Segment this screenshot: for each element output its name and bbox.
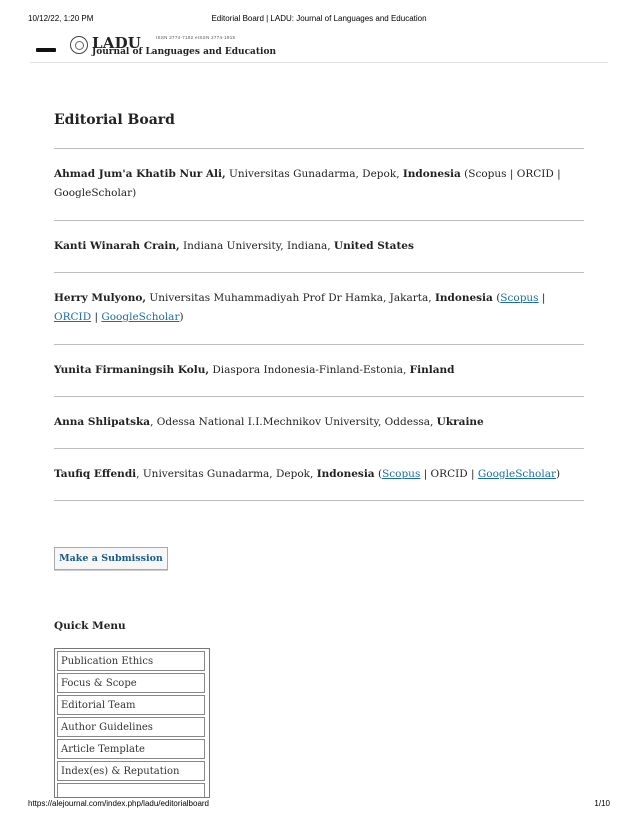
profile-separator: ( xyxy=(492,292,501,304)
print-date: 10/12/22, 1:20 PM xyxy=(28,14,94,23)
member-affiliation: , Universitas Gunadarma, Depok, xyxy=(136,468,317,480)
member-name: Anna Shlipatska xyxy=(54,416,151,428)
print-header xyxy=(28,14,610,26)
member-affiliation: , Odessa National I.I.Mechnikov University, Oddessa, xyxy=(150,416,437,428)
quick-menu-item-publication-ethics[interactable]: Publication Ethics xyxy=(57,651,205,671)
quick-menu-item-author-guidelines[interactable]: Author Guidelines xyxy=(57,717,205,737)
print-page-number: 1/10 xyxy=(594,799,610,808)
profile-separator: | xyxy=(91,311,102,323)
journal-logo[interactable] xyxy=(70,34,280,60)
print-footer xyxy=(28,799,610,811)
quick-menu-item-indexes-reputation[interactable]: Index(es) & Reputation xyxy=(57,761,205,781)
scopus-link[interactable]: Scopus xyxy=(382,468,421,480)
logo-name: LADU xyxy=(92,34,142,52)
quick-menu-item-focus-scope[interactable]: Focus & Scope xyxy=(57,673,205,693)
board-member xyxy=(54,273,584,345)
member-country: Ukraine xyxy=(436,416,484,428)
member-affiliation: Universitas Gunadarma, Depok, xyxy=(225,168,403,180)
member-affiliation: Diaspora Indonesia-Finland-Estonia, xyxy=(209,364,410,376)
board-member xyxy=(54,221,584,273)
menu-toggle-icon[interactable] xyxy=(36,48,56,52)
profile-separator: | ORCID | xyxy=(420,468,478,480)
orcid-link[interactable]: ORCID xyxy=(54,311,92,323)
profile-separator: | xyxy=(538,292,546,304)
profile-separator: ) xyxy=(179,311,184,323)
member-profiles: (Scopus | ORCID | GoogleScholar) xyxy=(54,168,561,199)
logo-issn: ISSN 2774-7182 eISSN 2774-1915 xyxy=(156,35,236,40)
member-country: Indonesia xyxy=(316,468,375,480)
member-name: Yunita Firmaningsih Kolu, xyxy=(54,364,210,376)
profile-separator: ( xyxy=(374,468,383,480)
quick-menu-item-article-template[interactable]: Article Template xyxy=(57,739,205,759)
site-header xyxy=(30,34,608,63)
member-country: Finland xyxy=(409,364,455,376)
make-submission-button[interactable]: Make a Submission xyxy=(54,547,168,570)
member-country: Indonesia xyxy=(402,168,461,180)
board-member xyxy=(54,345,584,397)
editorial-board-list xyxy=(54,148,584,501)
member-name: Kanti Winarah Crain, xyxy=(54,240,180,252)
profile-separator: ) xyxy=(556,468,561,480)
member-affiliation: Universitas Muhammadiyah Prof Dr Hamka, Jakarta, xyxy=(146,292,435,304)
member-name: Herry Mulyono, xyxy=(54,292,147,304)
logo-subtitle: Journal of Languages and Education xyxy=(92,47,277,57)
member-name: Taufiq Effendi xyxy=(54,468,137,480)
quick-menu-item-next[interactable] xyxy=(57,783,205,798)
page-title: Editorial Board xyxy=(54,112,175,128)
quick-menu-title: Quick Menu xyxy=(54,620,126,632)
board-member xyxy=(54,397,584,449)
googlescholar-link[interactable]: GoogleScholar xyxy=(101,311,180,323)
member-name: Ahmad Jum'a Khatib Nur Ali, xyxy=(54,168,226,180)
member-country: Indonesia xyxy=(434,292,493,304)
member-affiliation: Indiana University, Indiana, xyxy=(179,240,334,252)
journal-seal-icon xyxy=(70,36,88,54)
print-url: https://alejournal.com/index.php/ladu/editorialboard xyxy=(28,799,210,808)
member-country: United States xyxy=(333,240,414,252)
print-page-title: Editorial Board | LADU: Journal of Languages and Education xyxy=(211,14,427,23)
scopus-link[interactable]: Scopus xyxy=(500,292,539,304)
quick-menu xyxy=(54,648,210,798)
quick-menu-item-editorial-team[interactable]: Editorial Team xyxy=(57,695,205,715)
board-member xyxy=(54,149,584,221)
board-member xyxy=(54,449,584,501)
googlescholar-link[interactable]: GoogleScholar xyxy=(477,468,557,480)
